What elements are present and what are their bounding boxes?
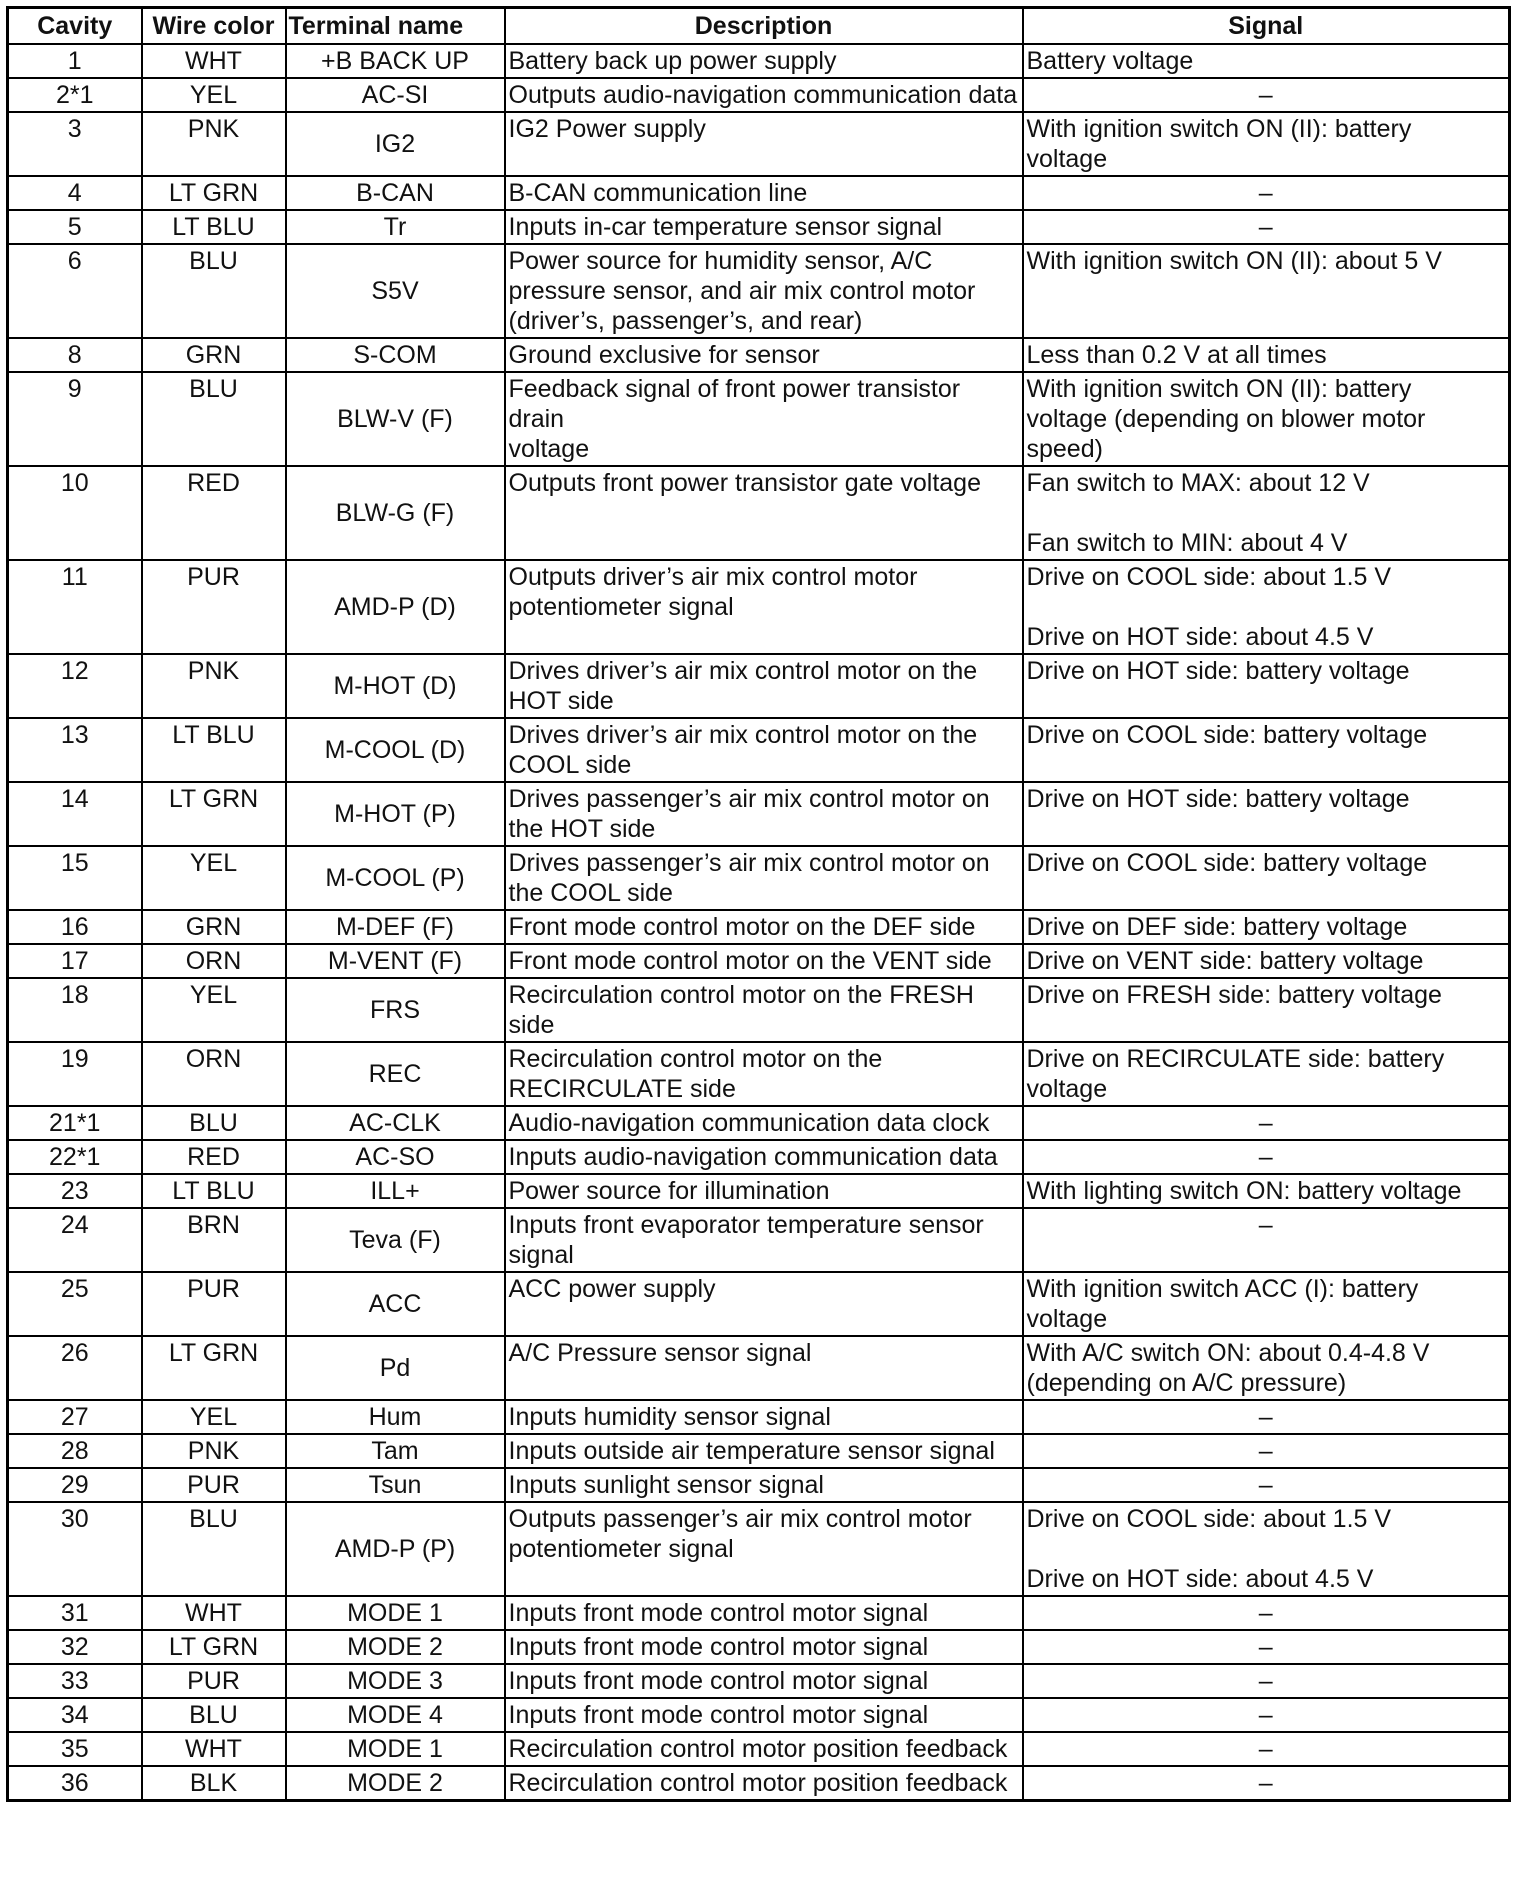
table-row <box>8 78 1510 112</box>
cavity-cell: 3 <box>8 112 142 176</box>
wire-color-cell: LT BLU <box>142 718 286 782</box>
signal-cell: Drive on HOT side: battery voltage <box>1023 654 1510 718</box>
table-row <box>8 1502 1510 1596</box>
description-cell: ACC power supply <box>505 1272 1023 1336</box>
terminal-name-cell: M-COOL (D) <box>286 718 505 782</box>
description-cell: Inputs in-car temperature sensor signal <box>505 210 1023 244</box>
description-cell: Drives driver’s air mix control motor on the HOT side <box>505 654 1023 718</box>
terminal-name-cell: IG2 <box>286 112 505 176</box>
wire-color-cell: LT GRN <box>142 176 286 210</box>
header-signal: Signal <box>1023 8 1510 45</box>
description-cell: Inputs front mode control motor signal <box>505 1698 1023 1732</box>
description-cell: Recirculation control motor position feedback <box>505 1766 1023 1801</box>
signal-cell: – <box>1023 176 1510 210</box>
wire-color-cell: PNK <box>142 112 286 176</box>
description-cell: Audio-navigation communication data clock <box>505 1106 1023 1140</box>
description-cell: IG2 Power supply <box>505 112 1023 176</box>
header-row <box>8 8 1510 45</box>
wire-color-cell: YEL <box>142 978 286 1042</box>
cavity-cell: 17 <box>8 944 142 978</box>
description-cell: Drives driver’s air mix control motor on the COOL side <box>505 718 1023 782</box>
wire-color-cell: PUR <box>142 1664 286 1698</box>
table-row <box>8 1208 1510 1272</box>
wire-color-cell: BLU <box>142 244 286 338</box>
table-row <box>8 210 1510 244</box>
cavity-cell: 2*1 <box>8 78 142 112</box>
description-cell: Inputs front mode control motor signal <box>505 1630 1023 1664</box>
terminal-name-cell: MODE 3 <box>286 1664 505 1698</box>
description-cell: Battery back up power supply <box>505 44 1023 78</box>
cavity-cell: 27 <box>8 1400 142 1434</box>
cavity-cell: 29 <box>8 1468 142 1502</box>
cavity-cell: 31 <box>8 1596 142 1630</box>
terminal-name-cell: MODE 2 <box>286 1630 505 1664</box>
description-cell: A/C Pressure sensor signal <box>505 1336 1023 1400</box>
terminal-name-cell: M-DEF (F) <box>286 910 505 944</box>
cavity-cell: 30 <box>8 1502 142 1596</box>
wire-color-cell: PUR <box>142 560 286 654</box>
wire-color-cell: GRN <box>142 338 286 372</box>
terminal-name-cell: BLW-V (F) <box>286 372 505 466</box>
signal-cell: – <box>1023 1664 1510 1698</box>
terminal-name-cell: Hum <box>286 1400 505 1434</box>
description-cell: Inputs front mode control motor signal <box>505 1664 1023 1698</box>
wire-color-cell: PUR <box>142 1468 286 1502</box>
description-cell: Inputs outside air temperature sensor signal <box>505 1434 1023 1468</box>
wire-color-cell: LT GRN <box>142 782 286 846</box>
header-cavity: Cavity <box>8 8 142 45</box>
wire-color-cell: ORN <box>142 1042 286 1106</box>
signal-cell: – <box>1023 1468 1510 1502</box>
description-cell: Outputs audio-navigation communication data <box>505 78 1023 112</box>
terminal-name-cell: M-HOT (P) <box>286 782 505 846</box>
table-row <box>8 782 1510 846</box>
terminal-name-cell: S5V <box>286 244 505 338</box>
wire-color-cell: PUR <box>142 1272 286 1336</box>
header-terminal-name: Terminal name <box>286 8 505 45</box>
signal-cell: Drive on COOL side: about 1.5 V Drive on HOT side: about 4.5 V <box>1023 560 1510 654</box>
cavity-cell: 15 <box>8 846 142 910</box>
table-row <box>8 1596 1510 1630</box>
signal-cell: – <box>1023 1596 1510 1630</box>
table-row <box>8 1468 1510 1502</box>
table-row <box>8 1698 1510 1732</box>
table-row <box>8 44 1510 78</box>
table-row <box>8 176 1510 210</box>
wire-color-cell: WHT <box>142 44 286 78</box>
table-row <box>8 1400 1510 1434</box>
signal-cell: – <box>1023 1698 1510 1732</box>
signal-cell: Drive on COOL side: battery voltage <box>1023 846 1510 910</box>
terminal-name-cell: B-CAN <box>286 176 505 210</box>
signal-cell: Drive on HOT side: battery voltage <box>1023 782 1510 846</box>
cavity-cell: 24 <box>8 1208 142 1272</box>
wire-color-cell: WHT <box>142 1732 286 1766</box>
description-cell: B-CAN communication line <box>505 176 1023 210</box>
cavity-cell: 25 <box>8 1272 142 1336</box>
signal-cell: Drive on RECIRCULATE side: battery voltage <box>1023 1042 1510 1106</box>
cavity-cell: 32 <box>8 1630 142 1664</box>
description-cell: Inputs audio-navigation communication data <box>505 1140 1023 1174</box>
terminal-name-cell: FRS <box>286 978 505 1042</box>
cavity-cell: 5 <box>8 210 142 244</box>
terminal-name-cell: Tsun <box>286 1468 505 1502</box>
description-cell: Outputs passenger’s air mix control motor potentiometer signal <box>505 1502 1023 1596</box>
terminal-name-cell: Pd <box>286 1336 505 1400</box>
wire-color-cell: PNK <box>142 1434 286 1468</box>
wire-color-cell: LT GRN <box>142 1630 286 1664</box>
signal-cell: – <box>1023 1140 1510 1174</box>
terminal-name-cell: AC-CLK <box>286 1106 505 1140</box>
table-row <box>8 978 1510 1042</box>
connector-pinout-table <box>6 6 1511 1802</box>
terminal-name-cell: M-VENT (F) <box>286 944 505 978</box>
signal-cell: – <box>1023 1732 1510 1766</box>
signal-cell: – <box>1023 1434 1510 1468</box>
cavity-cell: 16 <box>8 910 142 944</box>
description-cell: Power source for humidity sensor, A/C pressure sensor, and air mix control motor (driver’s, passenger’s, and rear) <box>505 244 1023 338</box>
signal-cell: – <box>1023 78 1510 112</box>
cavity-cell: 18 <box>8 978 142 1042</box>
table-row <box>8 654 1510 718</box>
signal-cell: Drive on COOL side: about 1.5 V Drive on HOT side: about 4.5 V <box>1023 1502 1510 1596</box>
description-cell: Inputs front evaporator temperature sensor signal <box>505 1208 1023 1272</box>
signal-cell: – <box>1023 1766 1510 1801</box>
wire-color-cell: YEL <box>142 1400 286 1434</box>
signal-cell: Drive on VENT side: battery voltage <box>1023 944 1510 978</box>
wire-color-cell: RED <box>142 1140 286 1174</box>
terminal-name-cell: AC-SI <box>286 78 505 112</box>
terminal-name-cell: Tr <box>286 210 505 244</box>
table-row <box>8 1042 1510 1106</box>
description-cell: Front mode control motor on the VENT side <box>505 944 1023 978</box>
table-row <box>8 1630 1510 1664</box>
terminal-name-cell: REC <box>286 1042 505 1106</box>
cavity-cell: 14 <box>8 782 142 846</box>
table-row <box>8 1766 1510 1801</box>
table-row <box>8 1664 1510 1698</box>
description-cell: Ground exclusive for sensor <box>505 338 1023 372</box>
table-row <box>8 1732 1510 1766</box>
table-row <box>8 1140 1510 1174</box>
description-cell: Recirculation control motor on the RECIRCULATE side <box>505 1042 1023 1106</box>
header-description: Description <box>505 8 1023 45</box>
signal-cell: With ignition switch ON (II): about 5 V <box>1023 244 1510 338</box>
table-row <box>8 372 1510 466</box>
cavity-cell: 6 <box>8 244 142 338</box>
cavity-cell: 1 <box>8 44 142 78</box>
description-cell: Inputs sunlight sensor signal <box>505 1468 1023 1502</box>
wire-color-cell: LT BLU <box>142 210 286 244</box>
signal-cell: With ignition switch ACC (I): battery voltage <box>1023 1272 1510 1336</box>
signal-cell: – <box>1023 1106 1510 1140</box>
wire-color-cell: YEL <box>142 846 286 910</box>
description-cell: Recirculation control motor position feedback <box>505 1732 1023 1766</box>
table-row <box>8 112 1510 176</box>
signal-cell: Drive on FRESH side: battery voltage <box>1023 978 1510 1042</box>
cavity-cell: 12 <box>8 654 142 718</box>
table-row <box>8 560 1510 654</box>
wire-color-cell: LT BLU <box>142 1174 286 1208</box>
description-cell: Drives passenger’s air mix control motor on the HOT side <box>505 782 1023 846</box>
signal-cell: Battery voltage <box>1023 44 1510 78</box>
terminal-name-cell: S-COM <box>286 338 505 372</box>
terminal-name-cell: ACC <box>286 1272 505 1336</box>
table-row <box>8 1106 1510 1140</box>
wire-color-cell: BLU <box>142 1502 286 1596</box>
signal-cell: With ignition switch ON (II): battery voltage <box>1023 112 1510 176</box>
cavity-cell: 36 <box>8 1766 142 1801</box>
table-row <box>8 910 1510 944</box>
description-cell: Feedback signal of front power transistor drain voltage <box>505 372 1023 466</box>
wire-color-cell: BLK <box>142 1766 286 1801</box>
table-row <box>8 846 1510 910</box>
wire-color-cell: WHT <box>142 1596 286 1630</box>
cavity-cell: 4 <box>8 176 142 210</box>
terminal-name-cell: Teva (F) <box>286 1208 505 1272</box>
terminal-name-cell: AMD-P (P) <box>286 1502 505 1596</box>
wire-color-cell: BLU <box>142 1698 286 1732</box>
cavity-cell: 11 <box>8 560 142 654</box>
terminal-name-cell: MODE 4 <box>286 1698 505 1732</box>
description-cell: Inputs front mode control motor signal <box>505 1596 1023 1630</box>
cavity-cell: 22*1 <box>8 1140 142 1174</box>
signal-cell: Less than 0.2 V at all times <box>1023 338 1510 372</box>
wire-color-cell: YEL <box>142 78 286 112</box>
terminal-name-cell: MODE 2 <box>286 1766 505 1801</box>
wire-color-cell: LT GRN <box>142 1336 286 1400</box>
cavity-cell: 28 <box>8 1434 142 1468</box>
cavity-cell: 10 <box>8 466 142 560</box>
signal-cell: With lighting switch ON: battery voltage <box>1023 1174 1510 1208</box>
cavity-cell: 26 <box>8 1336 142 1400</box>
terminal-name-cell: ILL+ <box>286 1174 505 1208</box>
table-row <box>8 1174 1510 1208</box>
description-cell: Power source for illumination <box>505 1174 1023 1208</box>
terminal-name-cell: AC-SO <box>286 1140 505 1174</box>
table-row <box>8 718 1510 782</box>
table-row <box>8 944 1510 978</box>
cavity-cell: 34 <box>8 1698 142 1732</box>
table-row <box>8 338 1510 372</box>
table-row <box>8 1336 1510 1400</box>
signal-cell: – <box>1023 210 1510 244</box>
description-cell: Outputs front power transistor gate voltage <box>505 466 1023 560</box>
table-row <box>8 1434 1510 1468</box>
terminal-name-cell: BLW-G (F) <box>286 466 505 560</box>
wire-color-cell: BLU <box>142 372 286 466</box>
signal-cell: Fan switch to MAX: about 12 V Fan switch to MIN: about 4 V <box>1023 466 1510 560</box>
signal-cell: – <box>1023 1208 1510 1272</box>
description-cell: Outputs driver’s air mix control motor potentiometer signal <box>505 560 1023 654</box>
cavity-cell: 33 <box>8 1664 142 1698</box>
signal-cell: Drive on COOL side: battery voltage <box>1023 718 1510 782</box>
wire-color-cell: GRN <box>142 910 286 944</box>
table-body <box>8 44 1510 1801</box>
cavity-cell: 35 <box>8 1732 142 1766</box>
terminal-name-cell: M-HOT (D) <box>286 654 505 718</box>
wire-color-cell: BRN <box>142 1208 286 1272</box>
signal-cell: Drive on DEF side: battery voltage <box>1023 910 1510 944</box>
cavity-cell: 23 <box>8 1174 142 1208</box>
terminal-name-cell: AMD-P (D) <box>286 560 505 654</box>
description-cell: Recirculation control motor on the FRESH side <box>505 978 1023 1042</box>
cavity-cell: 13 <box>8 718 142 782</box>
cavity-cell: 21*1 <box>8 1106 142 1140</box>
wire-color-cell: ORN <box>142 944 286 978</box>
signal-cell: With A/C switch ON: about 0.4-4.8 V (depending on A/C pressure) <box>1023 1336 1510 1400</box>
header-wire-color: Wire color <box>142 8 286 45</box>
terminal-name-cell: MODE 1 <box>286 1732 505 1766</box>
signal-cell: With ignition switch ON (II): battery voltage (depending on blower motor speed) <box>1023 372 1510 466</box>
description-cell: Inputs humidity sensor signal <box>505 1400 1023 1434</box>
table-row <box>8 244 1510 338</box>
terminal-name-cell: +B BACK UP <box>286 44 505 78</box>
wire-color-cell: BLU <box>142 1106 286 1140</box>
signal-cell: – <box>1023 1630 1510 1664</box>
terminal-name-cell: Tam <box>286 1434 505 1468</box>
wire-color-cell: PNK <box>142 654 286 718</box>
signal-cell: – <box>1023 1400 1510 1434</box>
description-cell: Front mode control motor on the DEF side <box>505 910 1023 944</box>
table-row <box>8 466 1510 560</box>
description-cell: Drives passenger’s air mix control motor on the COOL side <box>505 846 1023 910</box>
table-row <box>8 1272 1510 1336</box>
terminal-name-cell: M-COOL (P) <box>286 846 505 910</box>
terminal-name-cell: MODE 1 <box>286 1596 505 1630</box>
wire-color-cell: RED <box>142 466 286 560</box>
cavity-cell: 19 <box>8 1042 142 1106</box>
cavity-cell: 9 <box>8 372 142 466</box>
cavity-cell: 8 <box>8 338 142 372</box>
table-header <box>8 8 1510 45</box>
